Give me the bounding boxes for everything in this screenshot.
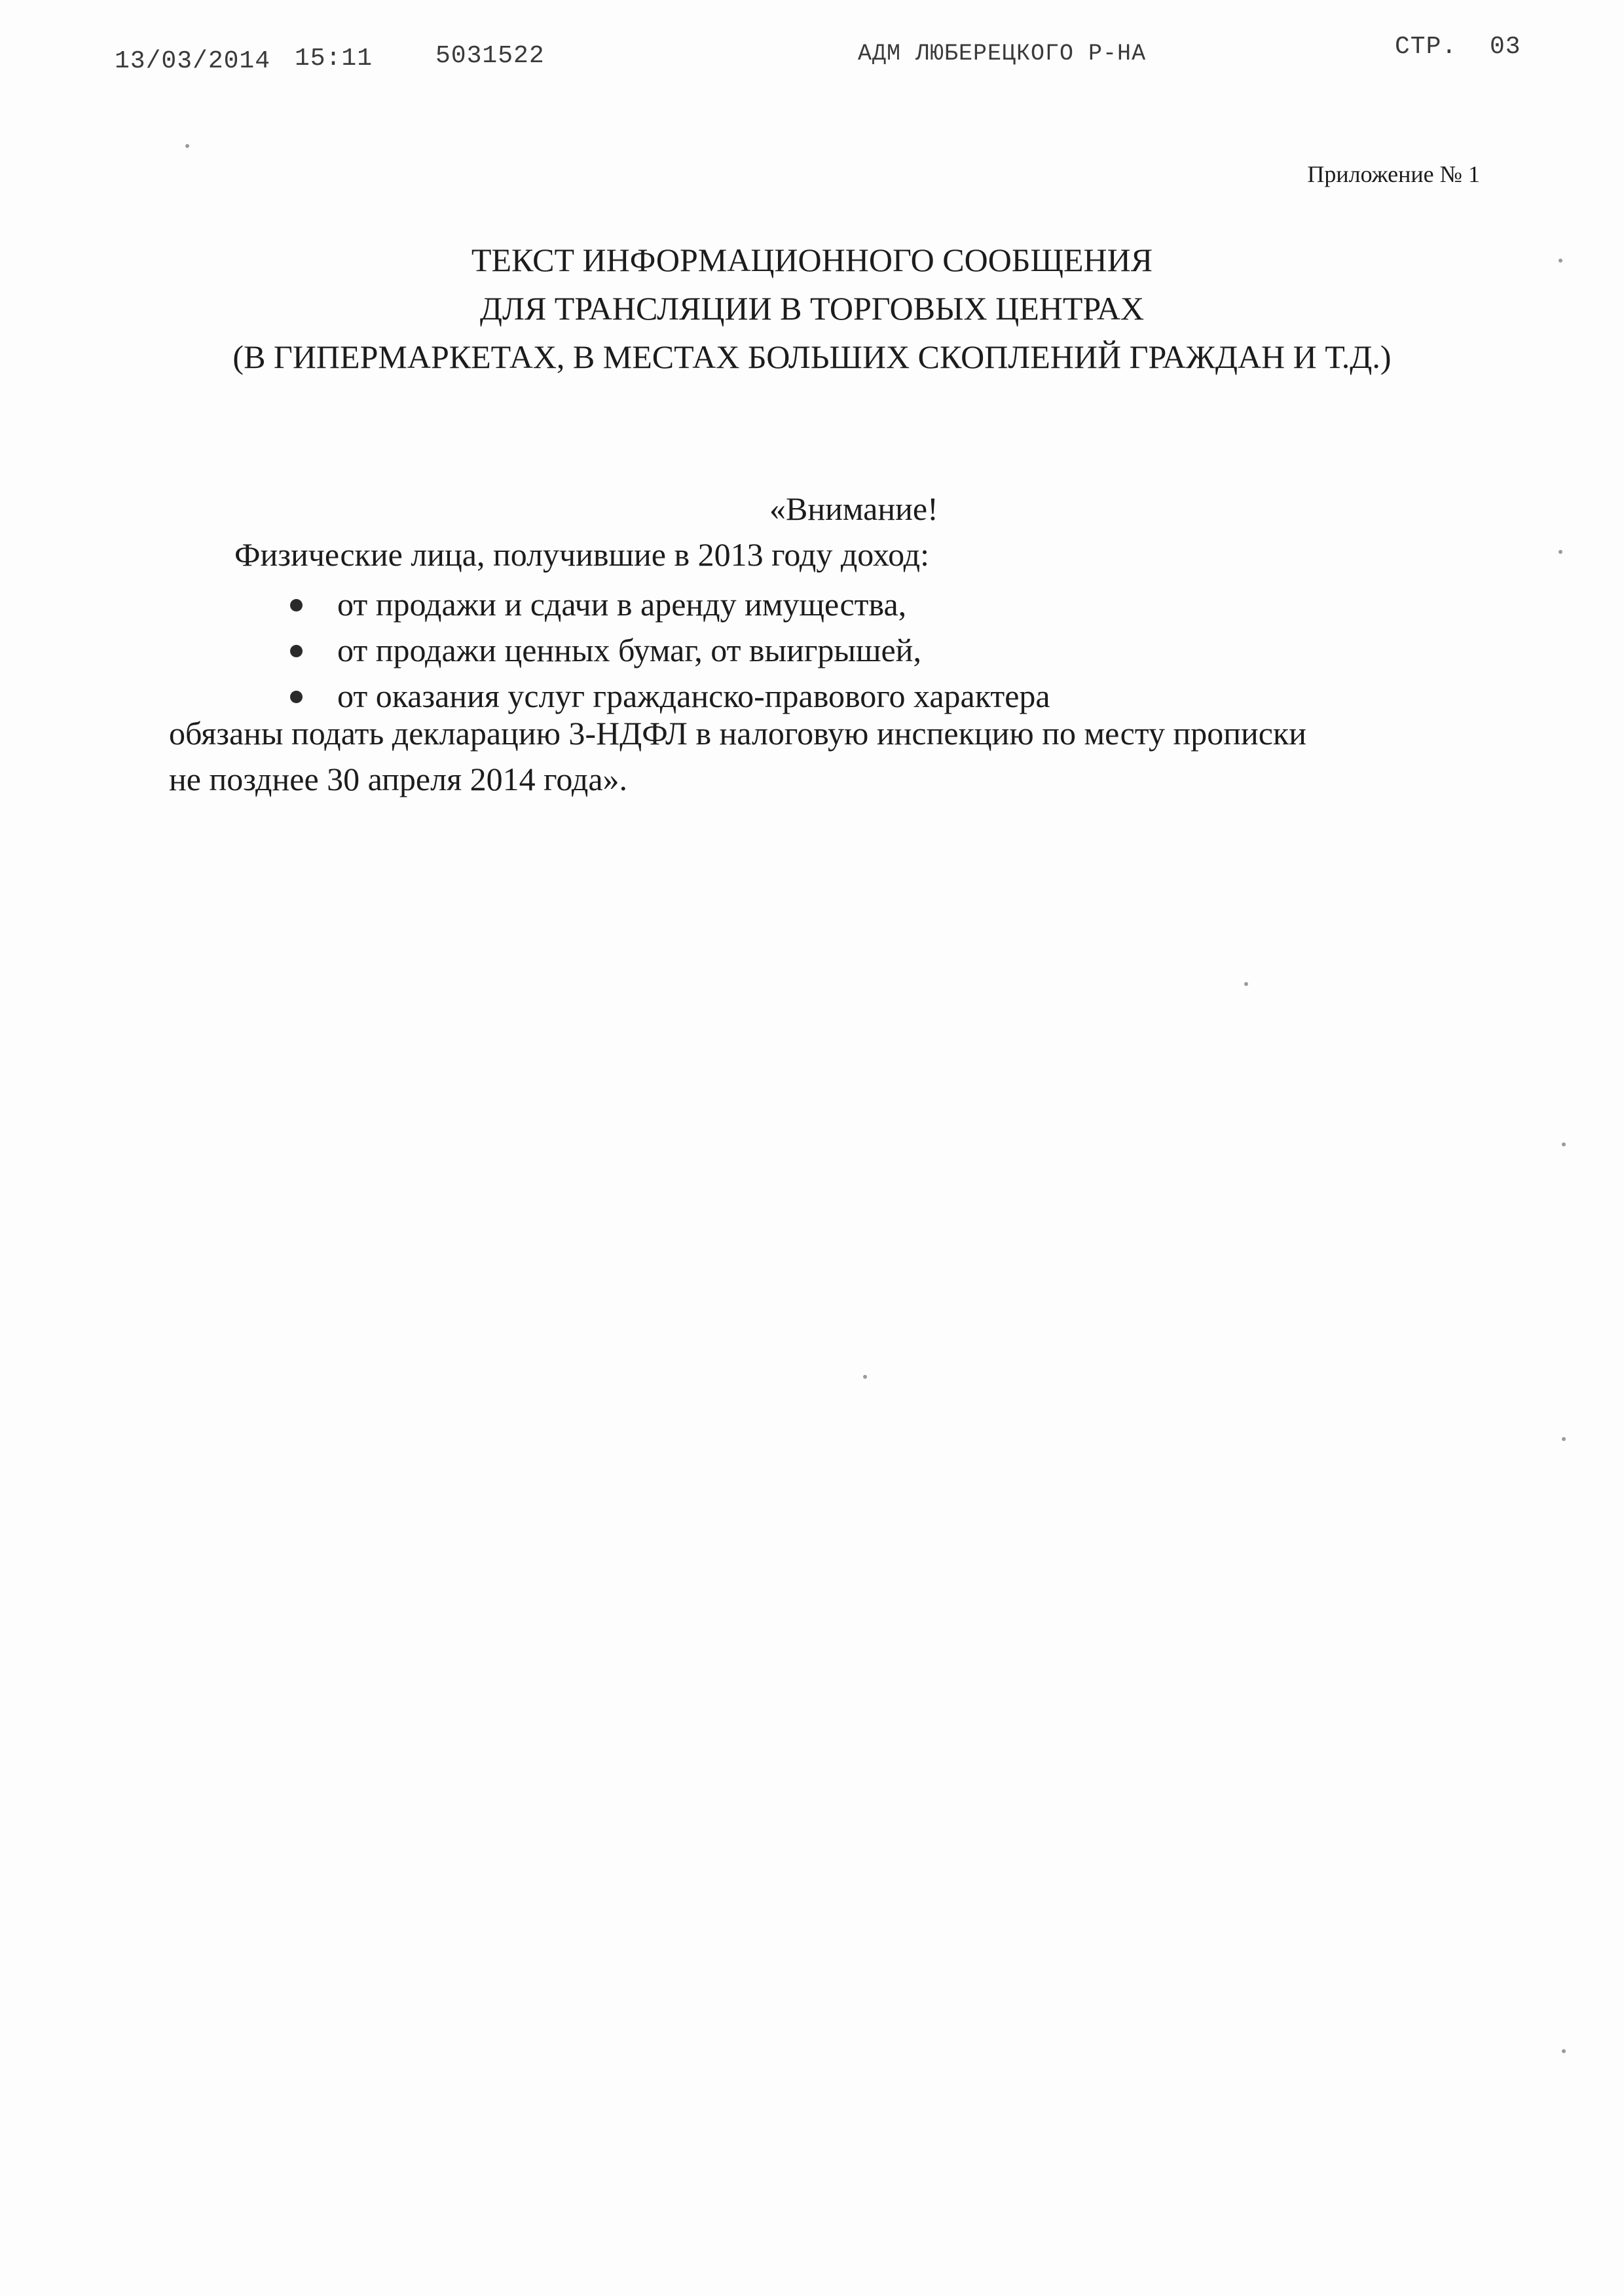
list-item	[285, 627, 1050, 673]
document-title	[0, 236, 1624, 381]
intro-text: Физические лица, получившие в 2013 году доход:	[234, 536, 930, 573]
appendix-label: Приложение № 1	[1307, 161, 1480, 187]
list-item-text: от продажи ценных бумаг, от выигрышей,	[337, 632, 921, 668]
fax-number: 5031522	[435, 42, 545, 70]
attention-heading: «Внимание!	[769, 490, 938, 527]
scan-speck	[1562, 1142, 1566, 1146]
fax-page-number: 03	[1490, 33, 1521, 61]
scan-speck	[863, 1375, 867, 1379]
closing-paragraph	[169, 710, 1306, 802]
title-line-2: ДЛЯ ТРАНСЛЯЦИИ В ТОРГОВЫХ ЦЕНТРАХ	[479, 290, 1145, 327]
list-item	[285, 581, 1050, 627]
scan-speck	[185, 144, 189, 148]
fax-date: 13/03/2014	[115, 47, 271, 75]
scan-speck	[1559, 550, 1562, 554]
scan-speck	[1559, 259, 1562, 263]
list-item-text: от продажи и сдачи в аренду имущества,	[337, 586, 907, 623]
title-line-3: (В ГИПЕРМАРКЕТАХ, В МЕСТАХ БОЛЬШИХ СКОПЛЕНИЙ ГРАЖДАН И Т.Д.)	[232, 338, 1392, 375]
scan-speck	[1562, 2049, 1566, 2053]
bullet-icon	[290, 599, 303, 611]
fax-time: 15:11	[295, 45, 373, 73]
bullet-icon	[290, 691, 303, 703]
bullet-icon	[290, 645, 303, 657]
list-item-text: от оказания услуг гражданско-правового характера	[337, 678, 1050, 714]
closing-line-1: обязаны подать декларацию 3-НДФЛ в налоговую инспекцию по месту прописки	[169, 715, 1306, 752]
fax-organization: АДМ ЛЮБЕРЕЦКОГО Р-НА	[858, 41, 1147, 67]
scan-speck	[1244, 982, 1248, 986]
income-list	[285, 581, 1050, 719]
fax-header	[0, 33, 1624, 80]
scan-speck	[1562, 1437, 1566, 1441]
fax-page-label: СТР.	[1395, 33, 1458, 61]
title-line-1: ТЕКСТ ИНФОРМАЦИОННОГО СООБЩЕНИЯ	[471, 242, 1153, 278]
closing-line-2: не позднее 30 апреля 2014 года».	[169, 761, 628, 797]
